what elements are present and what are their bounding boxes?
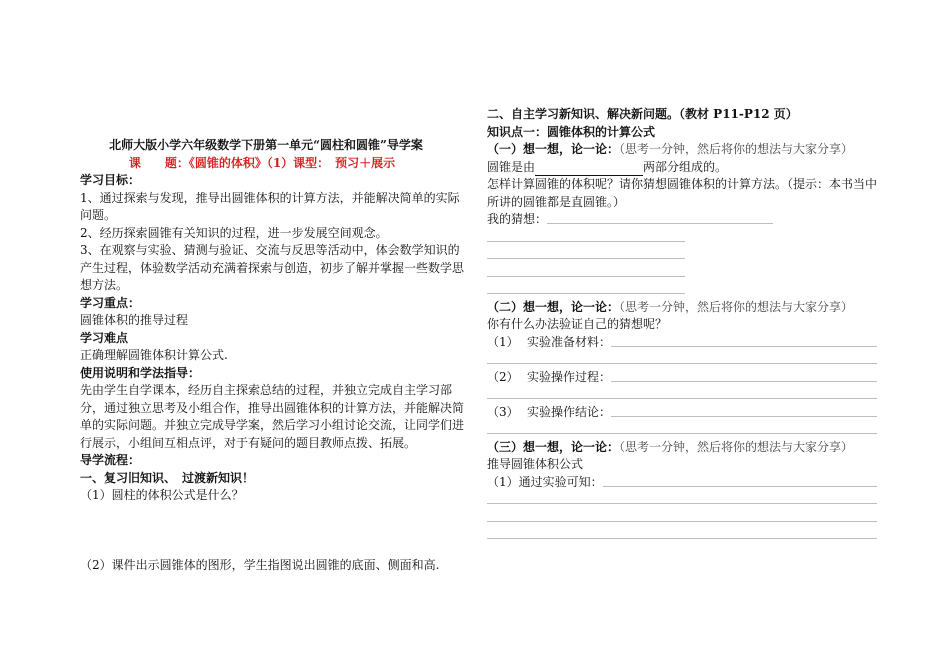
key-heading: 学习重点： bbox=[80, 295, 141, 310]
via-exp-row bbox=[487, 474, 877, 492]
think-1-note: （思考一分钟，然后将你的想法与大家分享） bbox=[619, 142, 854, 156]
exp-1-label: 实验准备材料： bbox=[527, 334, 612, 349]
derive-text: 推导圆锥体积公式 bbox=[487, 457, 584, 471]
section-1-heading: 一、复习旧知识、 过渡新知识！ bbox=[80, 470, 255, 485]
exp-1-num: （1） bbox=[487, 334, 519, 349]
think-2-note: （思考一分钟，然后将你的想法与大家分享） bbox=[619, 299, 854, 314]
goals-heading: 学习目标： bbox=[80, 173, 141, 187]
via-exp-answer-line[interactable] bbox=[603, 474, 877, 492]
exp-1-answer-line-2[interactable] bbox=[487, 351, 877, 369]
think-2-label: （二）想一想，论一论： bbox=[487, 299, 620, 314]
cone-parts-blank[interactable] bbox=[535, 161, 643, 176]
exp-2-num: （2） bbox=[487, 369, 519, 384]
exp-3-label: 实验操作结论： bbox=[527, 404, 612, 419]
guess-line bbox=[487, 211, 877, 229]
exp-3-num: （3） bbox=[487, 404, 519, 419]
derive-answer-line-2[interactable] bbox=[487, 491, 877, 509]
exp-2-answer-line-2[interactable] bbox=[487, 386, 877, 404]
goal-1: 1、通过探索与发现，推导出圆锥体积的计算方法，并能解决简单的实际问题。 bbox=[80, 190, 460, 222]
cone-parts-suffix: 两部分组成的。 bbox=[643, 159, 728, 174]
guess-label: 我的猜想： bbox=[487, 212, 548, 226]
answer-space bbox=[80, 505, 464, 557]
exp-3-answer-line[interactable] bbox=[611, 404, 877, 422]
how-calc-text: 怎样计算圆锥的体积呢？请你猜想圆锥体积的计算方法。（提示：本书当中所讲的圆锥都是直圆锥。） bbox=[487, 177, 878, 209]
key-text: 圆锥体积的推导过程 bbox=[80, 313, 189, 327]
exp-2-row bbox=[487, 369, 877, 387]
left-column bbox=[80, 137, 464, 574]
think-3-line bbox=[487, 439, 877, 457]
difficulty-text: 正确理解圆锥体积计算公式. bbox=[80, 348, 228, 362]
think-3-note: （思考一分钟，然后将你的想法与大家分享） bbox=[619, 439, 854, 454]
guide-text: 先由学生自学课本，经历自主探索总结的过程，并独立完成自主学习部分，通过独立思考及小组合作，推导出圆锥体积的计算方法，并能解决简单的实际问题。并独立完成导学案，然后学习小组讨论交流，让同学们进行展示，小组间互相点评，对于有疑问的题目教师点拨、拓展。 bbox=[80, 383, 465, 450]
guess-answer-line-3[interactable] bbox=[487, 246, 685, 264]
question-1: （1）圆柱的体积公式是什么？ bbox=[80, 488, 244, 502]
verify-question: 你有什么办法验证自己的猜想呢？ bbox=[487, 317, 668, 331]
lesson-line: 课 题：《圆锥的体积》（1）课型： 预习＋展示 bbox=[128, 155, 396, 170]
goal-3: 3、在观察与实验、猜测与验证、交流与反思等活动中，体会数学知识的产生过程，体验数学活动充满着探索与创造，初步了解并掌握一些数学思想方法。 bbox=[80, 243, 465, 292]
think-3-label: （三）想一想，论一论： bbox=[487, 439, 620, 454]
exp-2-label: 实验操作过程： bbox=[527, 369, 612, 384]
exp-1-answer-line[interactable] bbox=[611, 334, 877, 352]
exp-3-row bbox=[487, 404, 877, 422]
exp-2-answer-line[interactable] bbox=[611, 369, 877, 387]
difficulty-heading: 学习难点 bbox=[80, 330, 129, 345]
exp-1-row bbox=[487, 334, 877, 352]
right-column bbox=[487, 106, 877, 544]
guess-answer-line-5[interactable] bbox=[487, 281, 685, 299]
guess-answer-line[interactable] bbox=[547, 211, 773, 229]
document-title: 北师大版小学六年级数学下册第一单元“圆柱和圆锥”导学案 bbox=[109, 138, 423, 152]
question-2: （2）课件出示圆锥体的图形，学生指图说出圆锥的底面、侧面和高. bbox=[80, 557, 440, 572]
think-1-label: （一）想一想，论一论： bbox=[487, 142, 620, 156]
derive-answer-line-4[interactable] bbox=[487, 526, 877, 544]
via-exp-label: （1）通过实验可知： bbox=[487, 474, 603, 489]
section-2-heading: 二、自主学习新知识、解决新问题。（教材 P11-P12 页） bbox=[487, 107, 798, 121]
guide-heading: 使用说明和学法指导： bbox=[80, 365, 201, 380]
think-2-line bbox=[487, 299, 877, 317]
cone-parts-line bbox=[487, 159, 877, 177]
exp-3-answer-line-2[interactable] bbox=[487, 421, 877, 439]
goal-2: 2、经历探索圆锥有关知识的过程，进一步发展空间观念。 bbox=[80, 225, 388, 240]
flow-heading: 导学流程： bbox=[80, 453, 141, 467]
cone-parts-text: 圆锥是由 bbox=[487, 159, 536, 174]
guess-answer-line-2[interactable] bbox=[487, 229, 685, 247]
guess-answer-line-4[interactable] bbox=[487, 264, 685, 282]
derive-answer-line-3[interactable] bbox=[487, 509, 877, 527]
think-1-line bbox=[487, 141, 877, 159]
knowledge-point-1: 知识点一：圆锥体积的计算公式 bbox=[487, 124, 656, 139]
